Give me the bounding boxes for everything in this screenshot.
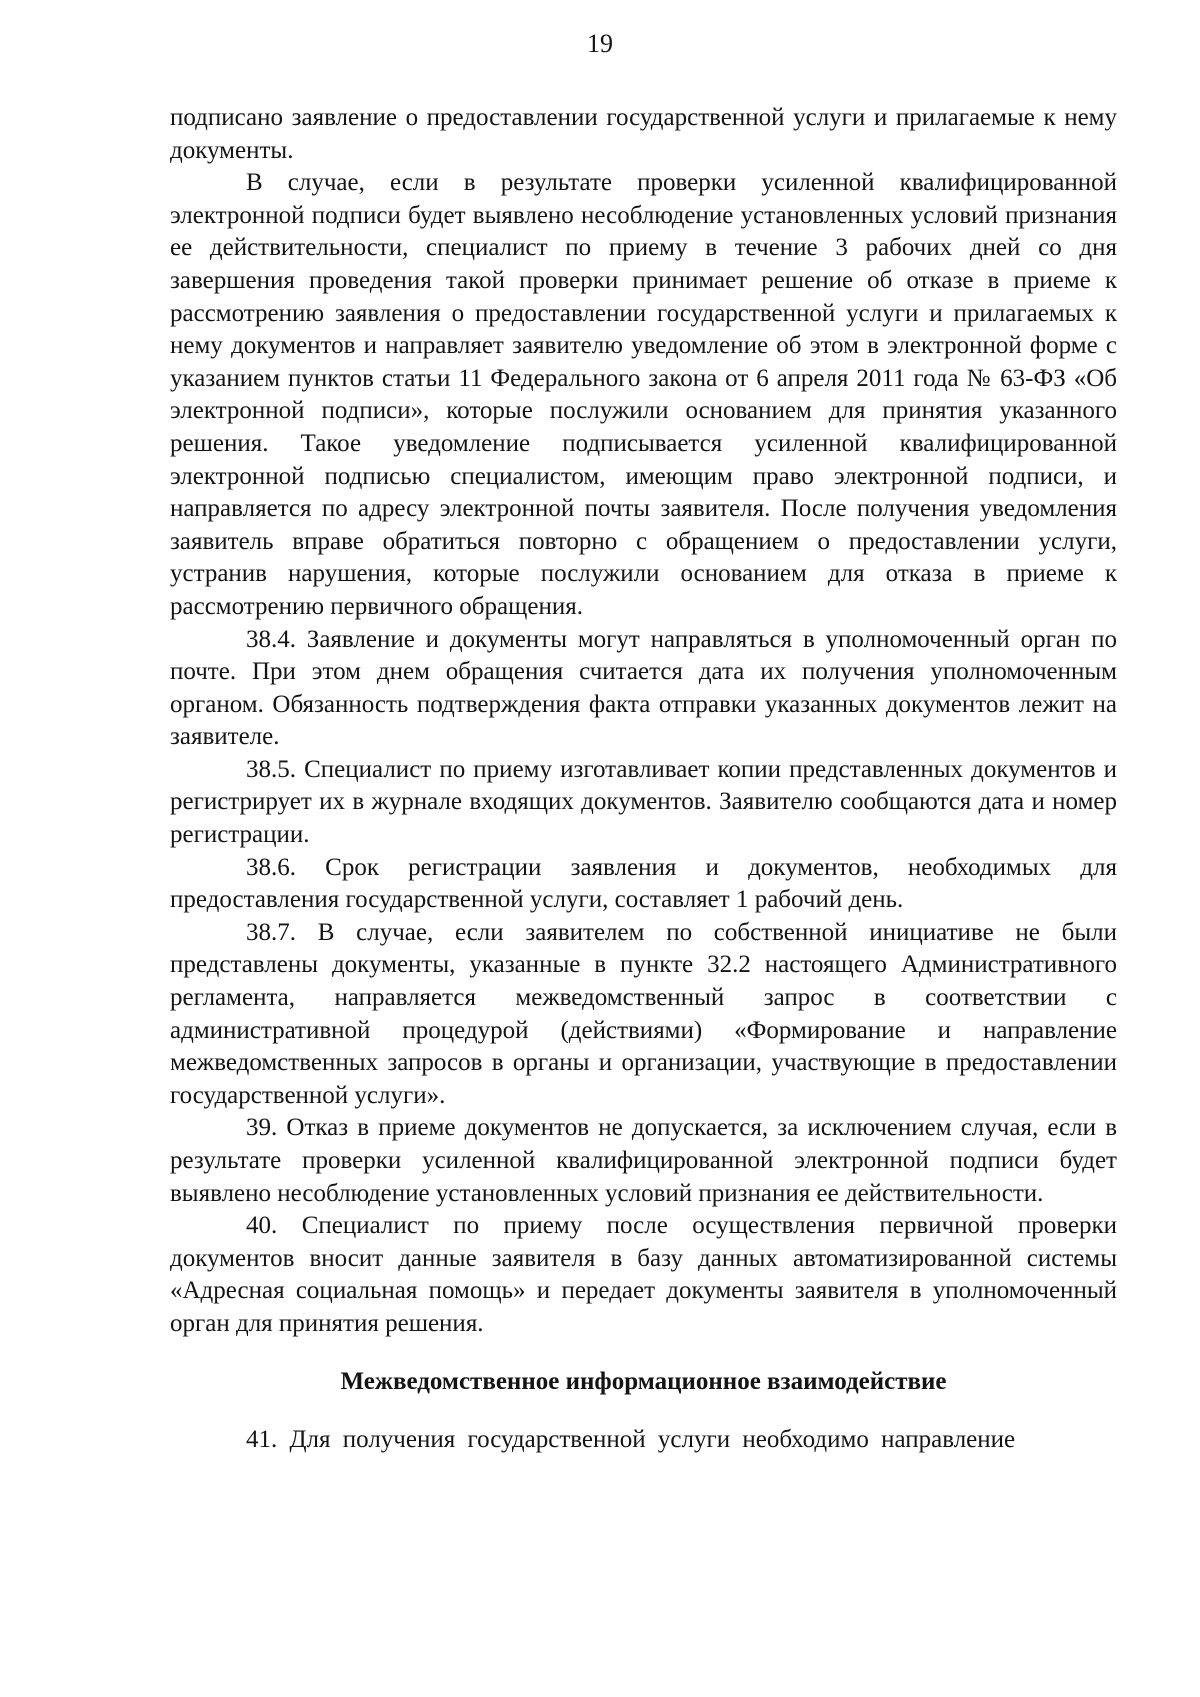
document-body (170, 102, 1117, 1457)
paragraph-38-4: 38.4. Заявление и документы могут направляться в уполномоченный орган по почте. При этом днем обращения считается дата их получения уполномоченным органом. Обязанность подтверждения факта отправки указанных документов лежит на заявителе. (170, 625, 1117, 751)
section-heading: Межведомственное информационное взаимодействие (340, 1367, 947, 1395)
page-number: 19 (587, 29, 613, 58)
paragraph-continuation: подписано заявление о предоставлении государственной услуги и прилагаемые к нему документы. (170, 104, 1117, 164)
paragraph-40: 40. Специалист по приему после осуществления первичной проверки документов вносит данные заявителя в базу данных автоматизированной системы «Адресная социальная помощь» и передает документы заявителя в уполномоченный орган для принятия решения. (170, 1212, 1117, 1337)
paragraph-38-5: 38.5. Специалист по приему изготавливает копии представленных документов и регистрирует их в журнале входящих документов. Заявителю сообщаются дата и номер регистрации. (170, 755, 1117, 849)
paragraph-39: 39. Отказ в приеме документов не допускается, за исключением случая, если в результате проверки усиленной квалифицированной электронной подписи будет выявлено несоблюдение установленных условий признания ее действительности. (170, 1114, 1117, 1207)
paragraph-38-7: 38.7. В случае, если заявителем по собственной инициативе не были представлены документы, указанные в пункте 32.2 настоящего Административного регламента, направляется межведомственный запрос в соответствии с административной процедурой (действиями) «Формирование и направление межведомственных запросов в органы и организации, участвующие в предоставлении государственной услуги». (170, 918, 1117, 1109)
paragraph-signature-check: В случае, если в результате проверки усиленной квалифицированной электронной подписи будет выявлено несоблюдение установленных условий признания ее действительности, специалист по приему в течение 3 рабочих дней со дня завершения проведения такой проверки принимает решение об отказе в приеме к рассмотрению заявления о предоставлении государственной услуги и прилагаемых к нему документов и направляет заявителю уведомление об этом в электронной форме с указанием пунктов статьи 11 Федерального закона от 6 апреля 2011 года № 63-ФЗ «Об электронной подписи», которые послужили основанием для принятия указанного решения. Такое уведомление подписывается усиленной квалифицированной электронной подписью специалистом, имеющим право электронной подписи, и направляется по адресу электронной почты заявителя. После получения уведомления заявитель вправе обратиться повторно с обращением о предоставлении услуги, устранив нарушения, которые послужили основанием для отказа в приеме к рассмотрению первичного обращения. (170, 169, 1117, 620)
paragraph-38-6: 38.6. Срок регистрации заявления и документов, необходимых для предоставления государственной услуги, составляет 1 рабочий день. (170, 853, 1117, 914)
paragraph-41: 41. Для получения государственной услуги необходимо направление (246, 1426, 1016, 1454)
